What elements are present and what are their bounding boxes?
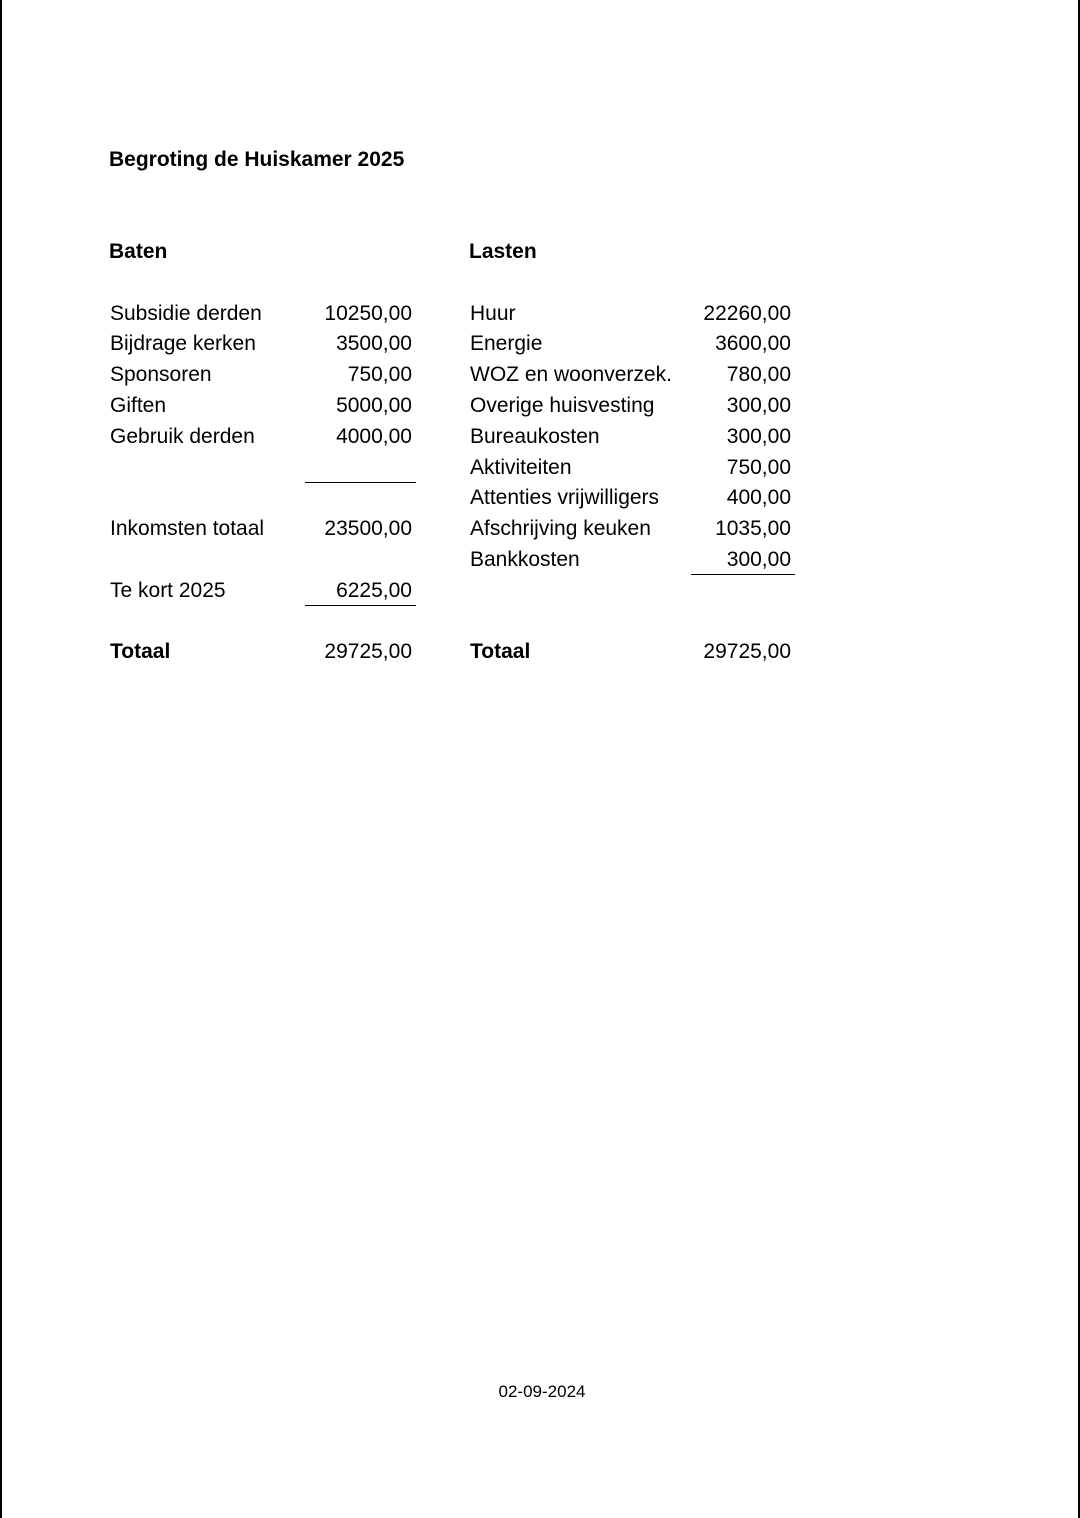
lasten-row-amount: 750,00 [726,456,791,479]
baten-shortfall-amount: 6225,00 [336,579,412,602]
baten-row-label: Giften [110,394,167,417]
lasten-row-label: Afschrijving keuken [470,517,651,540]
lasten-row [469,330,795,358]
baten-row [109,330,416,358]
lasten-row [469,423,795,451]
baten-row [109,392,416,420]
baten-total-row [109,638,416,666]
baten-shortfall-row [109,577,416,605]
baten-heading: Baten [109,240,168,263]
baten-subtotal-rule [305,482,416,483]
lasten-row-amount: 300,00 [726,394,791,417]
baten-total-rule [305,605,416,606]
baten-row [109,423,416,451]
lasten-row-label: Energie [470,332,543,355]
lasten-row-amount: 780,00 [726,363,791,386]
lasten-row [469,300,795,328]
baten-shortfall-label: Te kort 2025 [110,579,226,602]
lasten-total-rule [691,574,795,575]
lasten-total-label: Totaal [470,640,531,663]
document-date: 02-09-2024 [498,1382,586,1401]
lasten-row-label: Bankkosten [470,548,580,571]
baten-row-label: Gebruik derden [110,425,255,448]
lasten-row [469,361,795,389]
document-title: Begroting de Huiskamer 2025 [109,148,405,171]
lasten-row-amount: 1035,00 [715,517,791,540]
lasten-row-amount: 300,00 [726,548,791,571]
baten-row-label: Subsidie derden [110,302,262,325]
lasten-total-amount: 29725,00 [703,640,791,663]
lasten-row-amount: 300,00 [726,425,791,448]
baten-subtotal-label: Inkomsten totaal [110,517,265,540]
lasten-heading: Lasten [469,240,537,263]
baten-row-label: Bijdrage kerken [110,332,256,355]
lasten-row-label: Bureaukosten [470,425,600,448]
lasten-row-label: Overige huisvesting [470,394,655,417]
lasten-row-amount: 3600,00 [715,332,791,355]
lasten-row [469,515,795,543]
lasten-total-row [469,638,795,666]
baten-row-amount: 3500,00 [336,332,412,355]
lasten-row-label: Huur [470,302,516,325]
baten-subtotal-row [109,515,416,543]
baten-total-label: Totaal [110,640,171,663]
baten-row-label: Sponsoren [110,363,212,386]
baten-row [109,361,416,389]
baten-row-amount: 5000,00 [336,394,412,417]
lasten-row-label: Attenties vrijwilligers [470,486,660,509]
baten-row-amount: 10250,00 [324,302,412,325]
lasten-row [469,392,795,420]
baten-subtotal-amount: 23500,00 [324,517,412,540]
lasten-row [469,484,795,512]
lasten-row-amount: 400,00 [726,486,791,509]
baten-row [109,300,416,328]
lasten-row [469,454,795,482]
baten-total-amount: 29725,00 [324,640,412,663]
baten-row-amount: 750,00 [347,363,412,386]
lasten-row-label: WOZ en woonverzek. [470,363,672,386]
baten-row-amount: 4000,00 [336,425,412,448]
lasten-row [469,546,795,574]
lasten-row-amount: 22260,00 [703,302,791,325]
lasten-row-label: Aktiviteiten [470,456,572,479]
